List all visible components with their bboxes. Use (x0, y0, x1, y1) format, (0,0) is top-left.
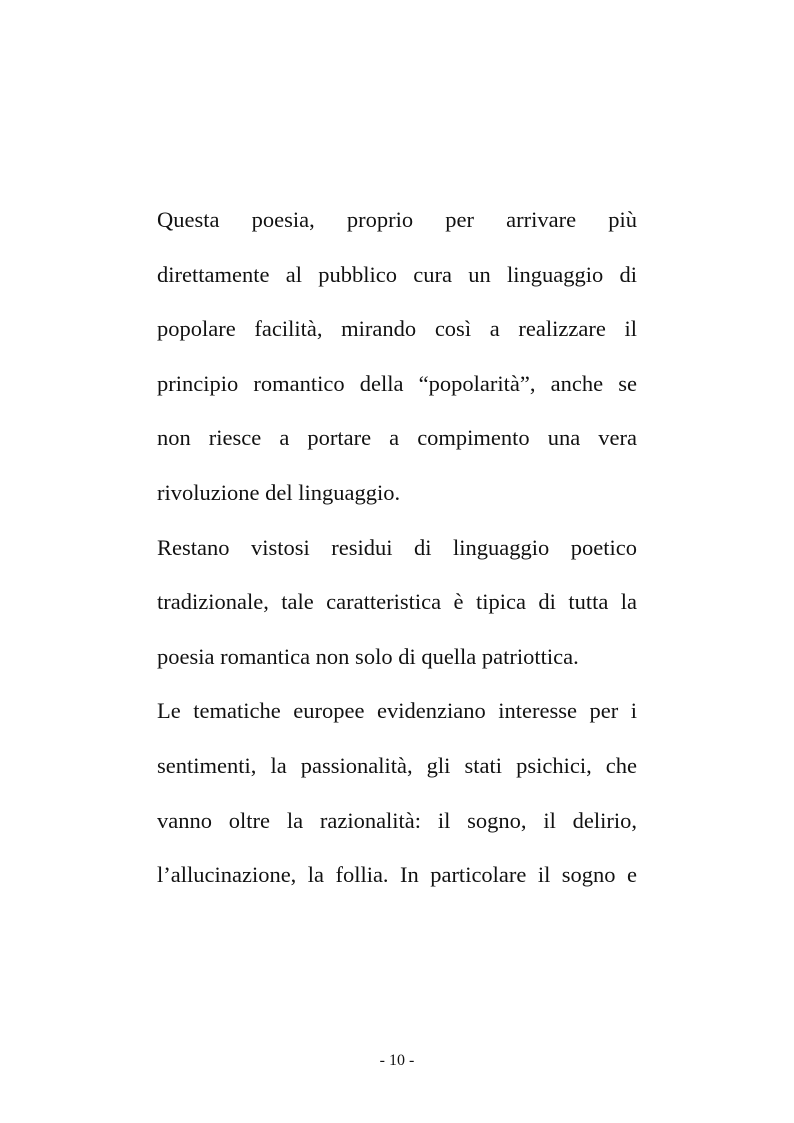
text-line: tradizionale, tale caratteristica è tipica di tutta la (157, 589, 637, 615)
body-text (157, 198, 637, 908)
text-line: l’allucinazione, la follia. In particolare il sogno e (157, 862, 637, 888)
text-line: direttamente al pubblico cura un linguaggio di (157, 261, 637, 287)
text-line: Le tematiche europee evidenziano interesse per i (157, 698, 637, 724)
text-line: popolare facilità, mirando così a realizzare il (157, 316, 637, 342)
page-number: - 10 - (379, 1052, 415, 1069)
text-line: Restano vistosi residui di linguaggio poetico (157, 534, 637, 560)
text-line: vanno oltre la razionalità: il sogno, il delirio, (157, 807, 637, 833)
text-line: poesia romantica non solo di quella patriottica. (157, 643, 579, 669)
text-line: principio romantico della “popolarità”, anche se (157, 370, 637, 396)
text-line: non riesce a portare a compimento una vera (157, 425, 637, 451)
text-line: sentimenti, la passionalità, gli stati psichici, che (157, 752, 637, 778)
text-line: rivoluzione del linguaggio. (157, 479, 401, 505)
text-line: Questa poesia, proprio per arrivare più (157, 207, 637, 232)
